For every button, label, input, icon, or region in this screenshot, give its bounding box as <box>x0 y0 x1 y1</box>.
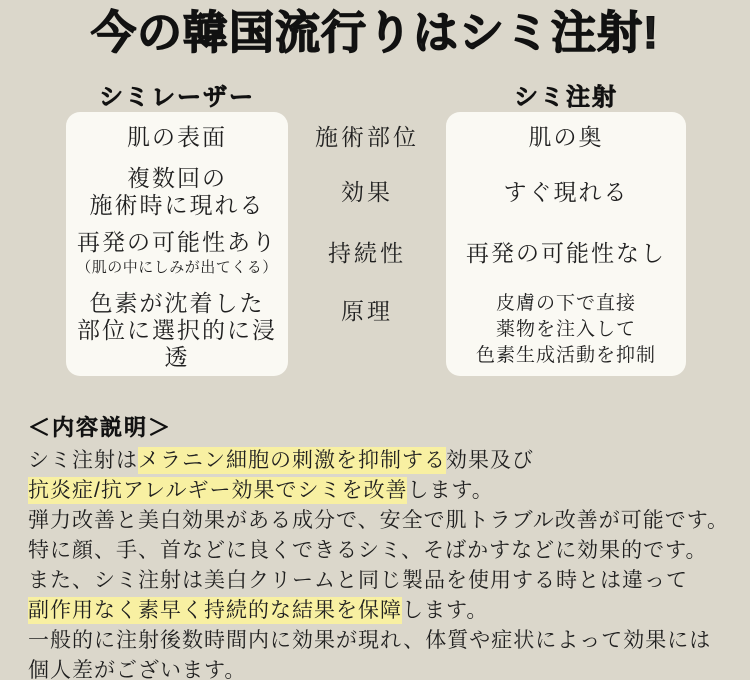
criterion-area-label: 施術部位 <box>315 123 419 150</box>
injection-effect-cell <box>446 162 686 222</box>
explanation-heading: ＜内容説明＞ <box>28 415 173 440</box>
explanation-line: また、シミ注射は美白クリームと同じ製品を使用する時とは違って <box>28 569 688 592</box>
injection-principle-cell <box>446 284 686 376</box>
comparison-table <box>0 76 750 390</box>
explanation-line: 一般的に注射後数時間内に効果が現れ、体質や症状によって効果には <box>28 629 712 652</box>
explanation-text: します。 <box>402 599 489 622</box>
explanation-line <box>28 476 750 506</box>
injection-principle-line2: 薬物を注入して <box>495 319 636 340</box>
highlight-segment: 抗炎症/抗アレルギー効果でシミを改善 <box>28 479 408 502</box>
explanation-line: 個人差がございます。 <box>28 659 247 680</box>
criteria-column <box>288 112 446 390</box>
injection-effect-text: すぐ現れる <box>503 178 629 205</box>
injection-principle-line1: 皮膚の下で直接 <box>495 293 636 314</box>
laser-effect-line2: 施術時に現れる <box>89 192 265 218</box>
explanation-line <box>28 446 750 476</box>
criterion-principle-label: 原理 <box>341 298 393 324</box>
highlight-segment: メラニン細胞の刺激を抑制する <box>138 449 446 472</box>
injection-persistence-cell <box>446 222 686 284</box>
injection-card <box>446 112 686 376</box>
column-header-injection: シミ注射 <box>514 83 618 111</box>
laser-persistence-cell <box>66 222 288 284</box>
explanation-line <box>28 596 750 626</box>
explanation-text: します。 <box>407 479 494 502</box>
laser-card <box>66 112 288 376</box>
laser-area-cell <box>66 112 288 162</box>
column-header-laser: シミレーザー <box>99 83 255 111</box>
laser-principle-cell <box>66 284 288 376</box>
laser-persistence-text: 再発の可能性あり <box>77 229 277 255</box>
injection-area-cell <box>446 112 686 162</box>
injection-area-text: 肌の奥 <box>528 123 604 150</box>
laser-area-text: 肌の表面 <box>127 123 227 150</box>
laser-persistence-note: （肌の中にしみが出てくる） <box>76 259 278 276</box>
criterion-persistence-label: 持続性 <box>328 239 406 266</box>
injection-persistence-text: 再発の可能性なし <box>466 239 666 266</box>
highlight-segment: 副作用なく素早く持続的な結果を保障 <box>28 599 402 622</box>
explanation-line: 弾力改善と美白効果がある成分で、安全で肌トラブル改善が可能です。 <box>28 509 730 532</box>
explanation-line: 特に顔、手、首などに良くできるシミ、そばかすなどに効果的です。 <box>28 539 708 562</box>
explanation-text: シミ注射は <box>28 449 138 472</box>
criterion-effect-label: 効果 <box>341 178 393 205</box>
laser-effect-cell <box>66 162 288 222</box>
laser-principle-line1: 色素が沈着した <box>89 289 265 316</box>
laser-principle-line2: 部位に選択的に浸透 <box>77 316 277 370</box>
laser-effect-line1: 複数回の <box>127 165 227 191</box>
injection-principle-line3: 色素生成活動を抑制 <box>475 345 656 366</box>
explanation-text: 効果及び <box>446 449 534 472</box>
explanation-section <box>28 414 750 680</box>
page-title: 今の韓国流行りはシミ注射! <box>91 7 659 58</box>
